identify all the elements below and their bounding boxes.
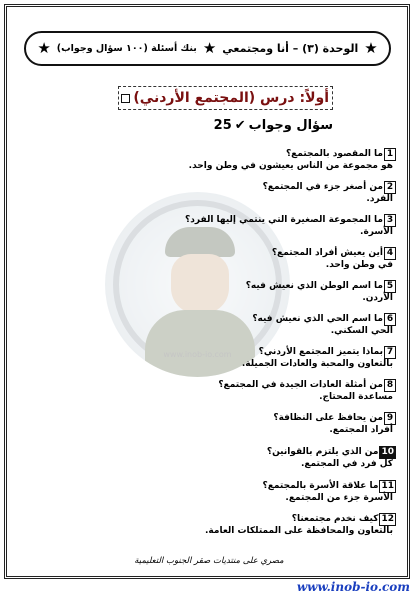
qa-item <box>96 513 396 537</box>
answer-text: بالتعاون والمحافظة على الممتلكات العامة. <box>205 526 393 536</box>
question-text: ما علاقة الأسرة بالمجتمع؟ <box>262 481 379 491</box>
answer-text: الأسرة جزء من المجتمع. <box>285 493 393 503</box>
star-icon: ★ <box>37 39 51 57</box>
answer-text: هو مجموعة من الناس يعيشون في وطن واحد. <box>188 161 393 171</box>
answer-text: الفرد. <box>366 194 393 204</box>
question-text: من يحافظ على النظافة؟ <box>273 413 383 423</box>
qa-item <box>96 480 396 504</box>
answer-text: في وطن واحد. <box>325 260 393 270</box>
question-number: 1 <box>384 148 396 161</box>
qa-item <box>96 280 396 304</box>
question-number: 7 <box>384 346 396 359</box>
check-icon: ✔ <box>234 118 246 133</box>
qa-item <box>96 313 396 337</box>
question-number: 12 <box>381 513 394 524</box>
answer-text: مساعدة المحتاج. <box>319 392 393 402</box>
footer-credit: مصري على منتديات صقر الجنوب التعليمية <box>134 556 284 566</box>
question-number: 4 <box>384 247 396 260</box>
question-text: كيف نخدم مجتمعنا؟ <box>291 514 379 524</box>
header-part2: الوحدة (٣) – أنا ومجتمعي <box>222 42 359 55</box>
answer-text: الأردن. <box>362 293 393 303</box>
header-banner <box>24 31 391 66</box>
question-number: 2 <box>384 181 396 194</box>
question-text: ما اسم الوطن الذي نعيش فيه؟ <box>245 281 383 291</box>
question-number: 6 <box>384 313 396 326</box>
question-number: 8 <box>384 379 396 392</box>
header-part1: بنك أسئلة (١٠٠ سؤال وجواب) <box>56 43 197 54</box>
website-link[interactable]: www.inob-io.com <box>296 580 410 594</box>
answer-text: أفراد المجتمع. <box>329 425 393 435</box>
question-text: من أصغر جزء في المجتمع؟ <box>262 182 383 192</box>
qa-item <box>96 412 396 436</box>
question-number: 5 <box>384 280 396 293</box>
question-number: 10 <box>381 446 394 457</box>
question-text: ما المجموعة الصغيرة التي ينتمي إليها الفرد؟ <box>185 215 383 225</box>
question-text: من أمثلة العادات الجيدة في المجتمع؟ <box>218 380 383 390</box>
question-count <box>214 118 333 133</box>
answer-text: الحي السكني. <box>330 326 393 336</box>
count-number: 25 <box>213 118 232 133</box>
lesson-title-text: أولاً: درس (المجتمع الأردني) <box>133 90 329 106</box>
answer-text: الأسرة. <box>360 227 393 237</box>
star-icon: ★ <box>364 39 378 57</box>
watermark-text: www.inob-io.com <box>163 350 232 359</box>
qa-item <box>96 346 396 370</box>
question-text: من الذي يلتزم بالقوانين؟ <box>266 447 379 457</box>
answer-text: كل فرد في المجتمع. <box>300 459 393 469</box>
qa-item <box>96 181 396 205</box>
question-text: أين يعيش أفراد المجتمع؟ <box>271 248 383 258</box>
qa-item <box>96 379 396 403</box>
lesson-title <box>118 86 333 110</box>
question-text: بماذا يتميز المجتمع الأردني؟ <box>258 347 383 357</box>
question-text: ما اسم الحي الذي نعيش فيه؟ <box>252 314 383 324</box>
qa-item <box>96 247 396 271</box>
qa-item <box>96 214 396 238</box>
qa-item <box>96 446 396 470</box>
checkbox-icon <box>121 94 130 103</box>
question-text: ما المقصود بالمجتمع؟ <box>285 149 383 159</box>
qa-item <box>96 148 396 172</box>
question-number: 11 <box>381 480 394 491</box>
star-icon: ★ <box>202 39 217 57</box>
answer-text: بالتعاون والمحبة والعادات الجميلة. <box>241 359 393 369</box>
count-label: سؤال وجواب <box>248 118 333 133</box>
question-number: 3 <box>384 214 396 227</box>
question-number: 9 <box>384 412 396 425</box>
